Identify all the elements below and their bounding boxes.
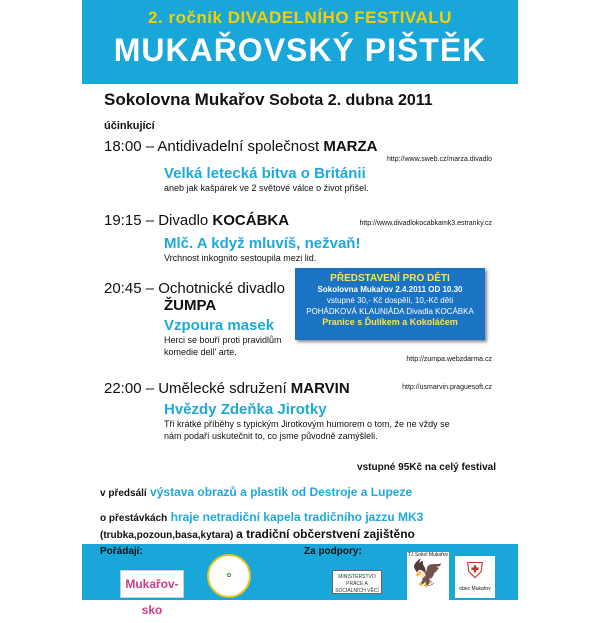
act-marza: [104, 138, 504, 194]
act-kocabka: [104, 212, 504, 264]
eagle-icon: 🦅: [411, 558, 445, 588]
act-url[interactable]: http://usmarvin.praguesoft.cz: [402, 384, 492, 391]
act-desc-line-2: komedie dell' arte.: [164, 347, 237, 357]
act-heading: [104, 138, 504, 155]
kids-line-1: Sokolovna Mukařov 2.4.2011 OD 10.30: [317, 285, 463, 294]
entry-price: vstupné 95Kč na celý festival: [357, 462, 496, 473]
sokol-logo: TJ Sokol Mukařov 🦅: [407, 552, 449, 600]
venue-date: Sobota 2. dubna 2011: [269, 92, 433, 109]
act-company-name: KOCÁBKA: [212, 212, 290, 229]
kids-title: PŘEDSTAVENÍ PRO DĚTI: [330, 273, 450, 284]
header-banner: [82, 0, 518, 84]
act-company: Umělecké sdružení: [158, 380, 287, 397]
breaks-value: hraje netradiční kapela tradičního jazzu MK3: [170, 510, 424, 524]
municipality-logo: ⛨ obec Mukařov: [455, 556, 495, 598]
act-marvin: [104, 380, 504, 442]
venue-place: Sokolovna Mukařov: [104, 90, 265, 109]
act-desc: Vrchnost inkognito sestoupila mezi lid.: [164, 253, 317, 263]
act-desc-line-1: Herci se bouří proti pravidlům: [164, 335, 282, 345]
act-url[interactable]: http://www.sweb.cz/marza.divadlo: [386, 156, 492, 163]
act-desc-line-2: nám podaří uskutečnit to, co jsme původně zamýšleli.: [164, 431, 378, 441]
circle-logo: ✿: [207, 554, 251, 598]
act-company: Divadlo: [158, 212, 209, 229]
presale-value: výstava obrazů a plastik od Destroje a Lupeze: [150, 485, 413, 499]
act-time: 19:15 –: [104, 212, 155, 229]
breaks-line: [100, 510, 423, 524]
act-title: Vzpoura masek: [164, 317, 275, 334]
presale-line: [100, 485, 412, 499]
act-company: Ochotnické divadlo: [158, 280, 285, 297]
act-url[interactable]: http://www.divadlokocabkamk3.estranky.cz: [359, 220, 492, 227]
presale-label: v předsálí: [100, 488, 147, 499]
kids-line-3: POHÁDKOVÁ KLAUNIÁDA Divadla KOCÁBKA: [306, 307, 474, 316]
act-time: 18:00 –: [104, 138, 155, 155]
act-company: Antidivadelní společnost: [157, 138, 320, 155]
mukarovsko-logo: Mukařov-sko: [120, 570, 184, 598]
festival-title: MUKAŘOVSKÝ PIŠTĚK: [113, 32, 487, 68]
act-time: 20:45 –: [104, 280, 155, 297]
kids-line-4: Pranice s Ďulíkem a Kokoláčem: [322, 317, 458, 327]
act-title: Mlč. A když mluvíš, nežvaň!: [164, 235, 361, 252]
kids-line-2: vstupné 30,- Kč dospělí, 10,-Kč děti: [326, 296, 454, 305]
act-time: 22:00 –: [104, 380, 155, 397]
act-company-name: ŽUMPA: [164, 297, 217, 314]
breaks-line-2: [100, 527, 415, 541]
ministry-logo: MINISTERSTVO PRÁCE A SOCIÁLNÍCH VĚCÍ: [332, 570, 382, 594]
act-company-name: MARVIN: [290, 380, 350, 397]
performers-label: účinkující: [104, 120, 155, 132]
breaks-instruments: (trubka,pozoun,basa,kytara): [100, 530, 234, 541]
venue-line: [104, 90, 433, 110]
organizers-label: Pořádají:: [100, 546, 143, 557]
kids-show-box: [295, 268, 485, 340]
act-title: Hvězdy Zdeňka Jirotky: [164, 401, 327, 418]
support-label: Za podpory:: [304, 546, 362, 557]
act-title: Velká letecká bitva o Británii: [164, 165, 366, 182]
act-desc-line-1: Tři krátké příběhy s typickým Jirotkovým humorem o tom, že ne vždy se: [164, 419, 450, 429]
breaks-label: o přestávkách: [100, 513, 168, 524]
coat-of-arms-icon: ⛨: [466, 558, 484, 583]
act-company-name: MARZA: [323, 138, 378, 155]
act-url[interactable]: http://zumpa.webzdarma.cz: [406, 356, 492, 363]
footer-bar: [82, 544, 518, 617]
festival-poster: [82, 0, 518, 617]
breaks-tail: a tradiční občerstvení zajištěno: [236, 527, 415, 541]
act-desc: aneb jak kašpárek ve 2 světové válce o život přišel.: [164, 183, 369, 193]
festival-subtitle: 2. ročník DIVADELNÍHO FESTIVALU: [148, 8, 452, 27]
